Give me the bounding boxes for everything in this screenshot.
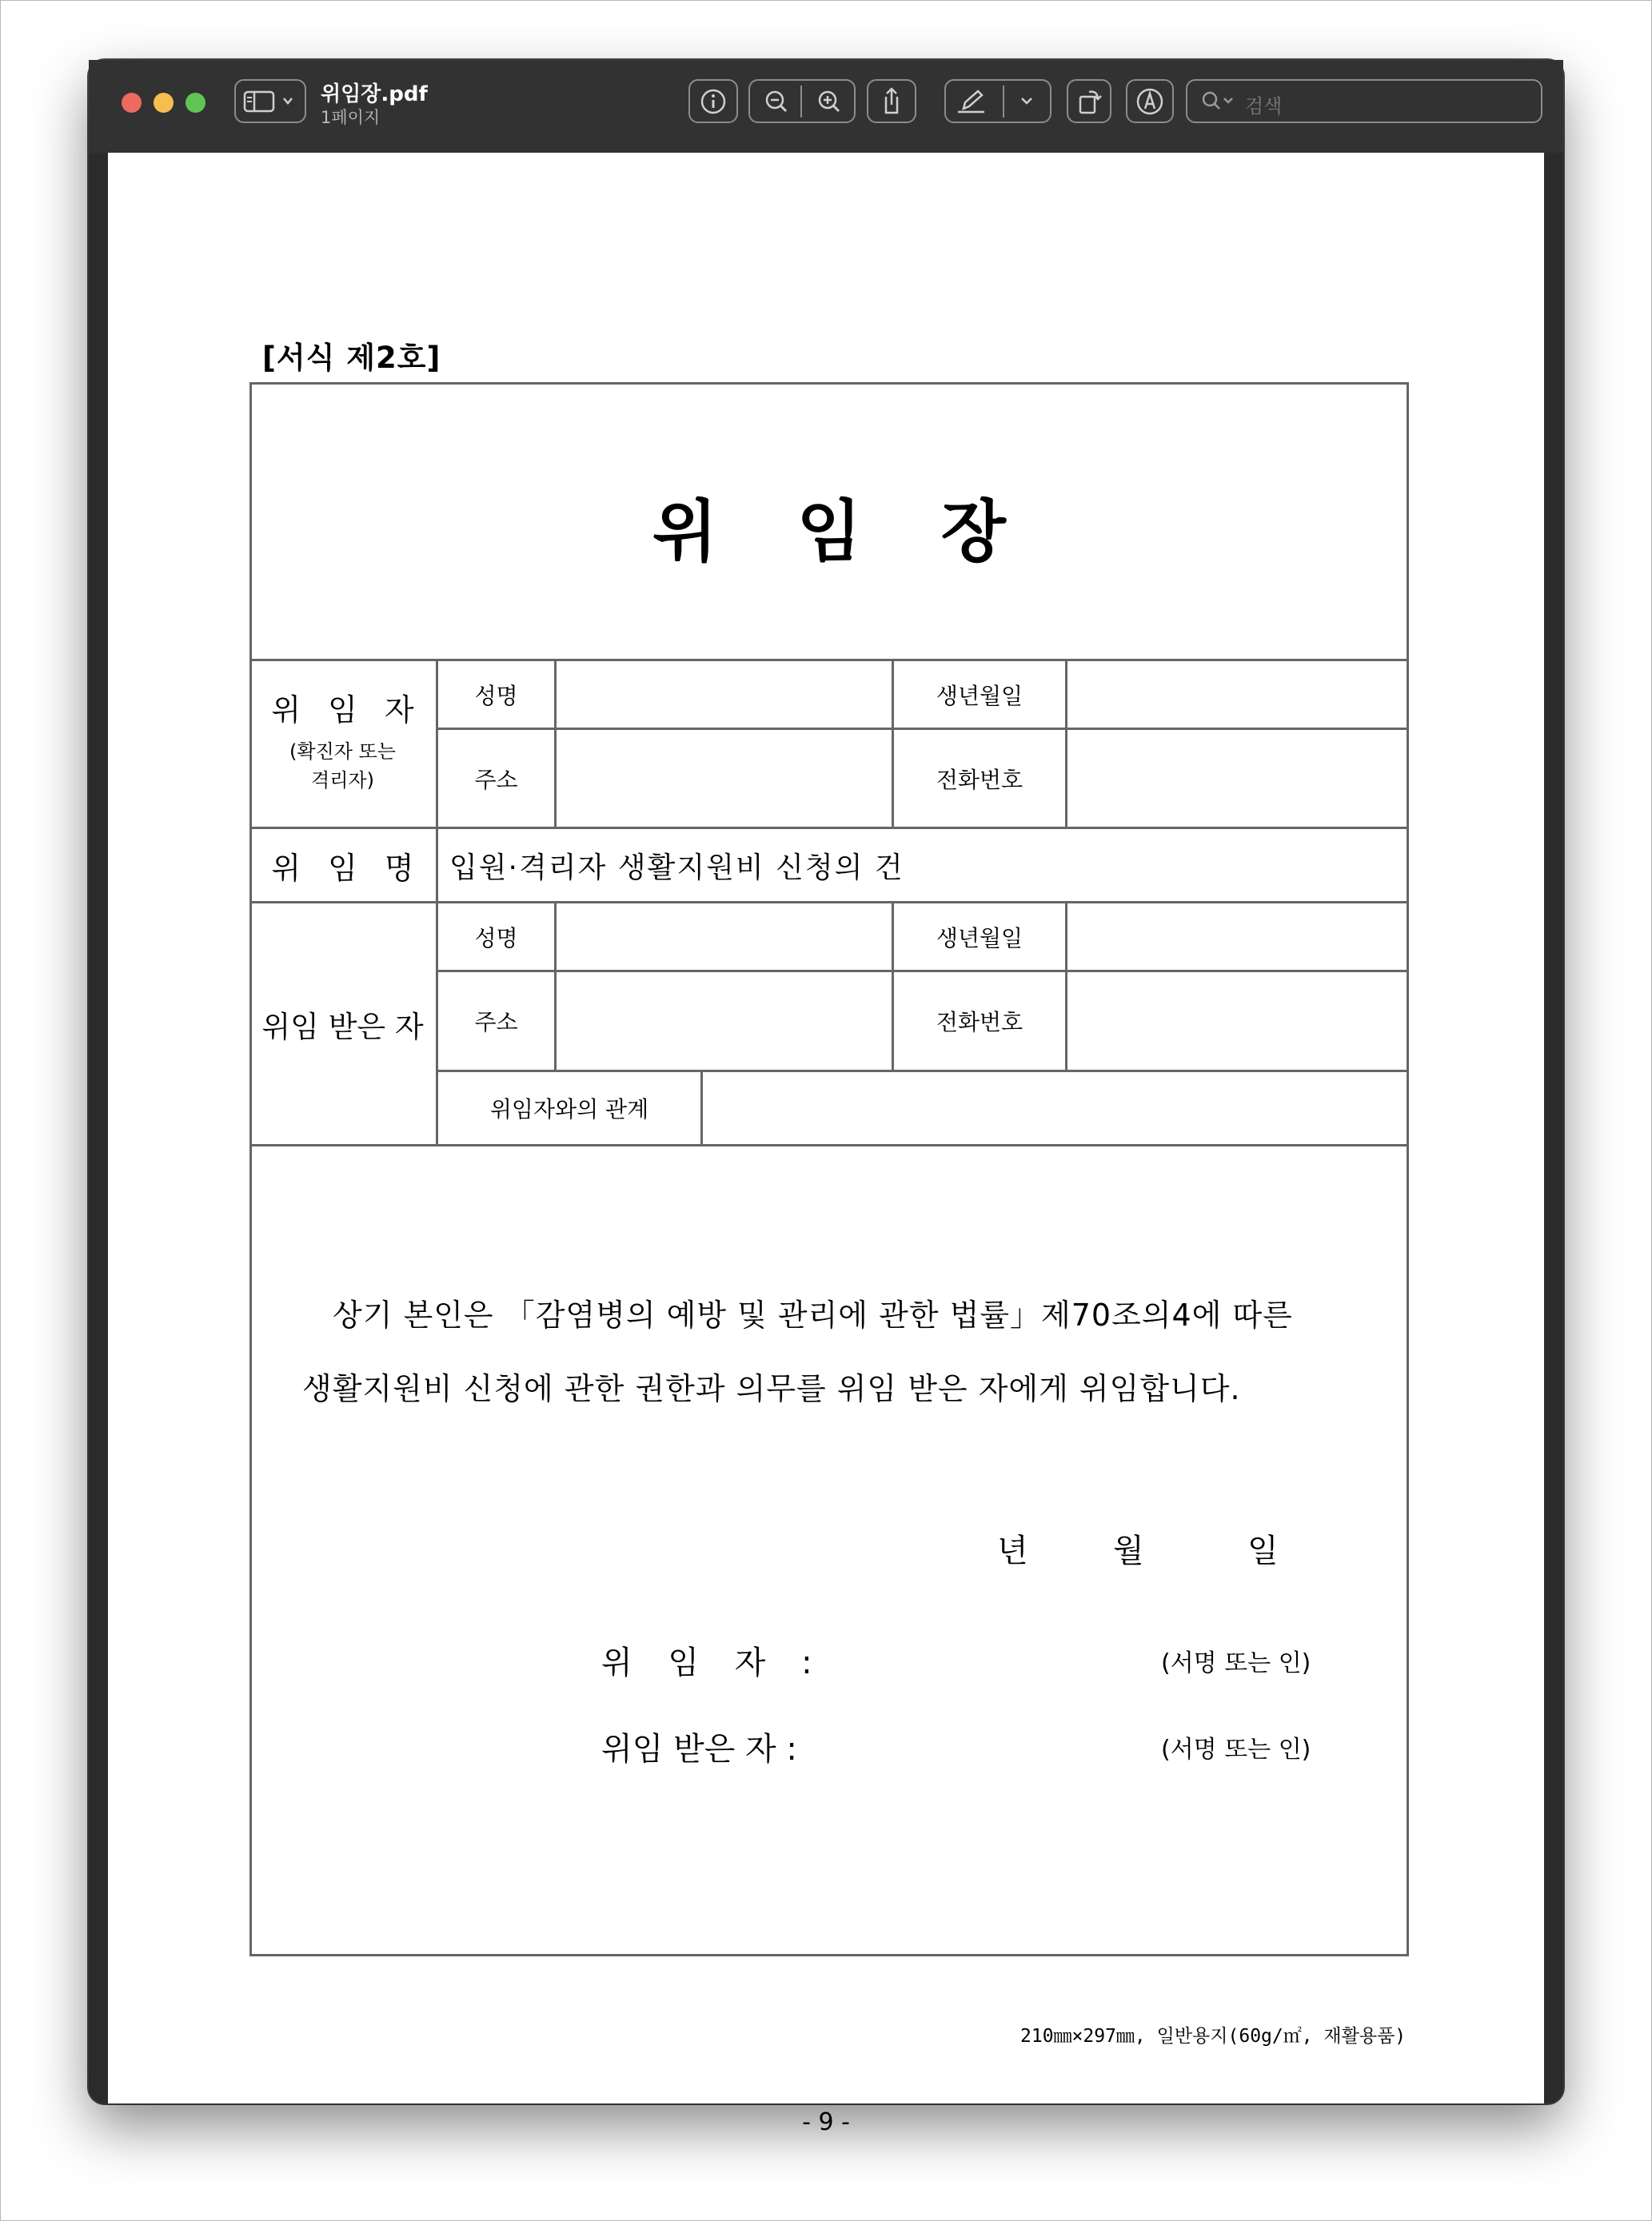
zoom-icons <box>750 86 854 118</box>
delegator-phone-field[interactable] <box>1067 730 1407 827</box>
zoom-controls <box>748 79 856 123</box>
delegate-name-field[interactable] <box>557 903 892 970</box>
rotate-icon <box>1075 86 1103 118</box>
delegator-sublabel-1: (확진자 또는 <box>289 740 396 763</box>
zoom-out-icon[interactable] <box>767 92 786 111</box>
delegator-name-label: 성명 <box>474 682 518 709</box>
delegator-address-label: 주소 <box>474 766 518 793</box>
delegate-name-label: 성명 <box>474 924 518 951</box>
delegation-label: 위 임 명 <box>271 850 414 886</box>
rotate-button[interactable] <box>1067 79 1111 123</box>
document-title: 위임장.pdf <box>321 82 428 106</box>
delegator-address-field[interactable] <box>557 730 892 827</box>
preview-window <box>89 60 1563 2136</box>
info-button[interactable] <box>688 79 738 123</box>
relation-field[interactable] <box>703 1072 1407 1144</box>
page-number: - 9 - <box>802 2108 850 2136</box>
statement-line-2: 생활지원비 신청에 관한 권한과 의무를 위임 받은 자에게 위임합니다. <box>302 1371 1241 1406</box>
delegator-birth-field[interactable] <box>1067 661 1407 728</box>
toolbar <box>89 60 1563 153</box>
delegate-sign-hint: (서명 또는 인) <box>1161 1736 1311 1764</box>
date-year-label: 년 <box>997 1533 1028 1569</box>
delegator-phone-label: 전화번호 <box>936 766 1024 793</box>
annotate-icon <box>1134 86 1166 118</box>
delegate-address-label: 주소 <box>474 1009 518 1035</box>
close-window-button[interactable] <box>122 93 142 113</box>
paper-spec-note: 210㎜×297㎜, 일반용지(60g/㎡, 재활용품) <box>1020 2026 1407 2047</box>
delegate-label: 위임 받은 자 <box>261 1009 424 1044</box>
zoom-in-icon[interactable] <box>820 92 839 111</box>
delegator-label: 위 임 자 <box>271 692 414 728</box>
delegator-name-field[interactable] <box>557 661 892 728</box>
search-placeholder: 검색 <box>1245 95 1283 118</box>
delegate-address-field[interactable] <box>557 972 892 1070</box>
annotate-button[interactable] <box>1126 79 1174 123</box>
pen-icon[interactable] <box>958 91 984 112</box>
delegate-sign-label: 위임 받은 자 : <box>601 1731 797 1768</box>
delegator-sublabel-2: 격리자) <box>311 769 374 792</box>
markup-icons <box>946 86 1050 118</box>
divider <box>249 1144 1409 1146</box>
date-month-label: 월 <box>1113 1533 1144 1569</box>
delegator-sign-hint: (서명 또는 인) <box>1161 1649 1311 1677</box>
share-button[interactable] <box>867 79 916 123</box>
date-day-label: 일 <box>1247 1533 1279 1569</box>
markup-controls <box>944 79 1051 123</box>
zoom-window-button[interactable] <box>186 93 206 113</box>
page-indicator: 1페이지 <box>321 108 381 127</box>
chevron-down-icon[interactable] <box>1022 98 1032 103</box>
sidebar-toggle-button[interactable] <box>234 79 306 123</box>
search-icon <box>1200 90 1237 114</box>
pdf-page <box>108 153 1544 2136</box>
form-code: [서식 제2호] <box>262 341 441 375</box>
delegation-value: 입원·격리자 생활지원비 신청의 건 <box>449 851 904 884</box>
search-field[interactable] <box>1186 79 1542 123</box>
delegate-phone-label: 전화번호 <box>936 1009 1024 1035</box>
delegator-birth-label: 생년월일 <box>936 682 1024 709</box>
delegate-birth-field[interactable] <box>1067 903 1407 970</box>
delegation-form <box>249 382 1409 1956</box>
form-title: 위 임 장 <box>652 492 1006 571</box>
minimize-window-button[interactable] <box>154 93 174 113</box>
delegator-sign-label: 위 임 자 : <box>601 1645 812 1681</box>
statement-line-1: 상기 본인은 「감염병의 예방 및 관리에 관한 법률」제70조의4에 따른 <box>333 1298 1293 1333</box>
sidebar-icon <box>242 90 298 114</box>
form-border <box>249 382 1409 1956</box>
info-icon <box>699 87 728 116</box>
delegate-birth-label: 생년월일 <box>936 924 1024 951</box>
relation-label: 위임자와의 관계 <box>489 1096 649 1122</box>
delegate-phone-field[interactable] <box>1067 972 1407 1070</box>
delegator-label-cell <box>249 661 436 827</box>
share-icon <box>877 86 906 118</box>
